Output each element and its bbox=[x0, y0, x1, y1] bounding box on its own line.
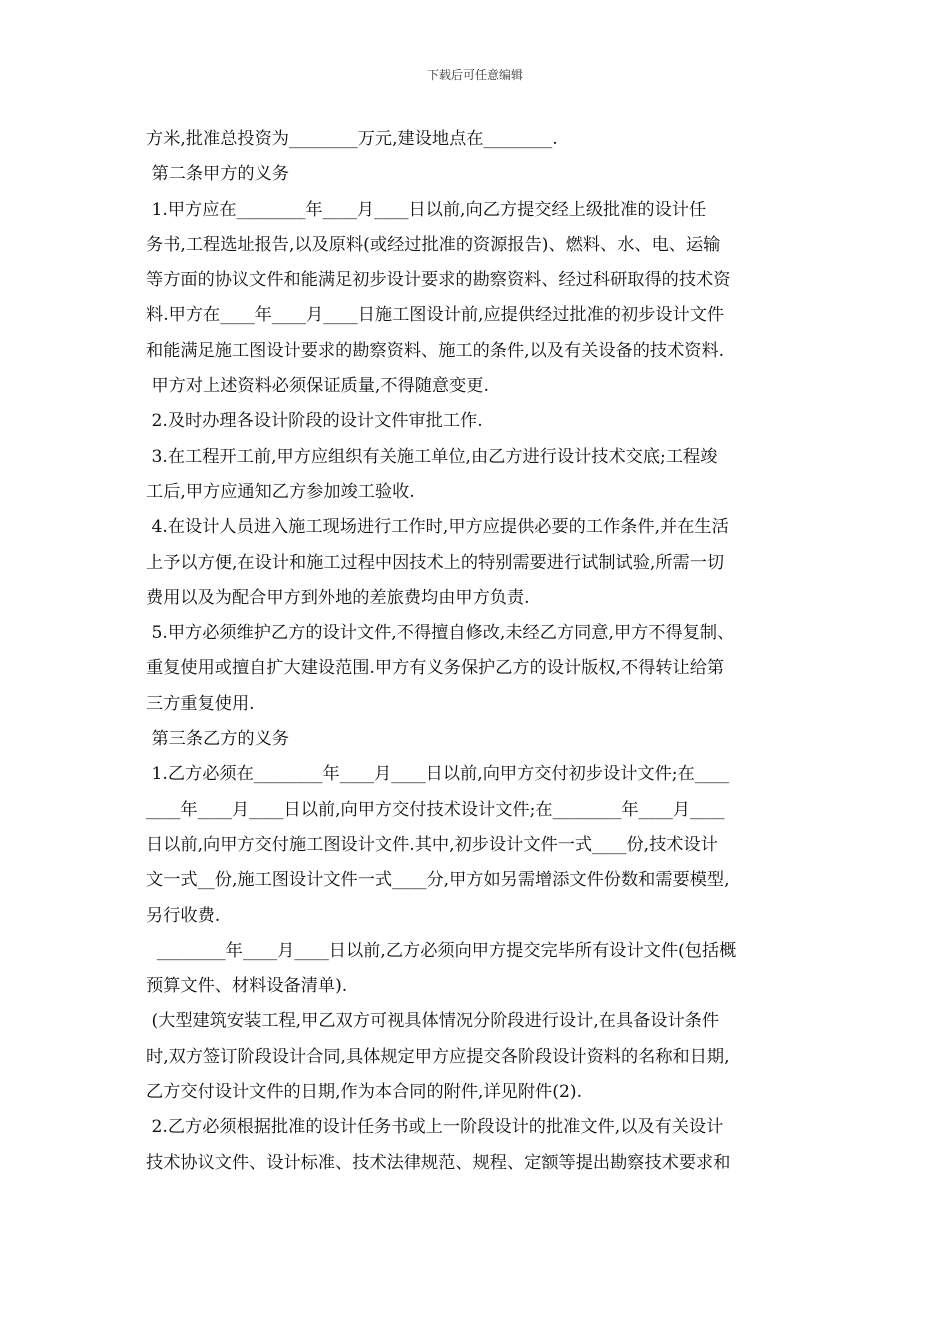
section-heading: 第三条乙方的义务 bbox=[146, 729, 289, 750]
text-line: 文一式__份,施工图设计文件一式____分,甲方如另需增添文件份数和需要模型, bbox=[146, 870, 730, 891]
text-line: ________年____月____日以前,乙方必须向甲方提交完毕所有设计文件(包括概 bbox=[146, 940, 737, 961]
text-line: 2.乙方必须根据批准的设计任务书或上一阶段设计的批准文件,以及有关设计 bbox=[146, 1117, 724, 1138]
text-line: 料.甲方在____年____月____日施工图设计前,应提供经过批准的初步设计文件 bbox=[146, 305, 725, 326]
text-line: 3.在工程开工前,甲方应组织有关施工单位,由乙方进行设计技术交底;工程竣 bbox=[146, 446, 718, 467]
text-line: 务书,工程选址报告,以及原料(或经过批准的资源报告)、燃料、水、电、运输 bbox=[146, 234, 721, 255]
text-line: 另行收费. bbox=[146, 905, 221, 926]
text-line: 日以前,向甲方交付施工图设计文件.其中,初步设计文件一式____份,技术设计 bbox=[146, 834, 718, 855]
text-line: 时,双方签订阶段设计合同,具体规定甲方应提交各阶段设计资料的名称和日期, bbox=[146, 1046, 730, 1067]
section-heading: 第二条甲方的义务 bbox=[146, 164, 289, 185]
text-line: 重复使用或擅自扩大建设范围.甲方有义务保护乙方的设计版权,不得转让给第 bbox=[146, 658, 725, 679]
text-line: 方米,批准总投资为________万元,建设地点在________. bbox=[146, 129, 558, 149]
text-line: 技术协议文件、设计标准、技术法律规范、规程、定额等提出勘察技术要求和 bbox=[146, 1152, 731, 1173]
text-line: 乙方交付设计文件的日期,作为本合同的附件,详见附件(2). bbox=[146, 1082, 583, 1103]
text-line: 上予以方便,在设计和施工过程中因技术上的特别需要进行试制试验,所需一切 bbox=[146, 552, 725, 573]
text-line: (大型建筑安装工程,甲乙双方可视具体情况分阶段进行设计,在具备设计条件 bbox=[146, 1011, 720, 1032]
text-line: ____年____月____日以前,向甲方交付技术设计文件;在________年____月____ bbox=[146, 799, 725, 820]
text-line: 和能满足施工图设计要求的勘察资料、施工的条件,以及有关设备的技术资料. bbox=[146, 340, 725, 361]
text-line: 1.甲方应在________年____月____日以前,向乙方提交经上级批准的设计任 bbox=[146, 199, 707, 220]
text-line: 工后,甲方应通知乙方参加竣工验收. bbox=[146, 481, 415, 502]
text-line: 4.在设计人员进入施工现场进行工作时,甲方应提供必要的工作条件,并在生活 bbox=[146, 517, 729, 538]
document-body bbox=[146, 122, 810, 1181]
text-line: 等方面的协议文件和能满足初步设计要求的勘察资料、经过科研取得的技术资 bbox=[146, 270, 731, 291]
text-line: 5.甲方必须维护乙方的设计文件,不得擅自修改,未经乙方同意,甲方不得复制、 bbox=[146, 623, 735, 644]
text-line: 费用以及为配合甲方到外地的差旅费均由甲方负责. bbox=[146, 587, 530, 608]
page-header: 下载后可任意编辑 bbox=[426, 68, 523, 82]
text-line: 三方重复使用. bbox=[146, 693, 255, 714]
text-line: 甲方对上述资料必须保证质量,不得随意变更. bbox=[146, 376, 489, 397]
text-line: 1.乙方必须在________年____月____日以前,向甲方交付初步设计文件;在____ bbox=[146, 764, 730, 785]
text-line: 2.及时办理各设计阶段的设计文件审批工作. bbox=[146, 411, 483, 432]
text-line: 预算文件、材料设备清单). bbox=[146, 976, 348, 997]
